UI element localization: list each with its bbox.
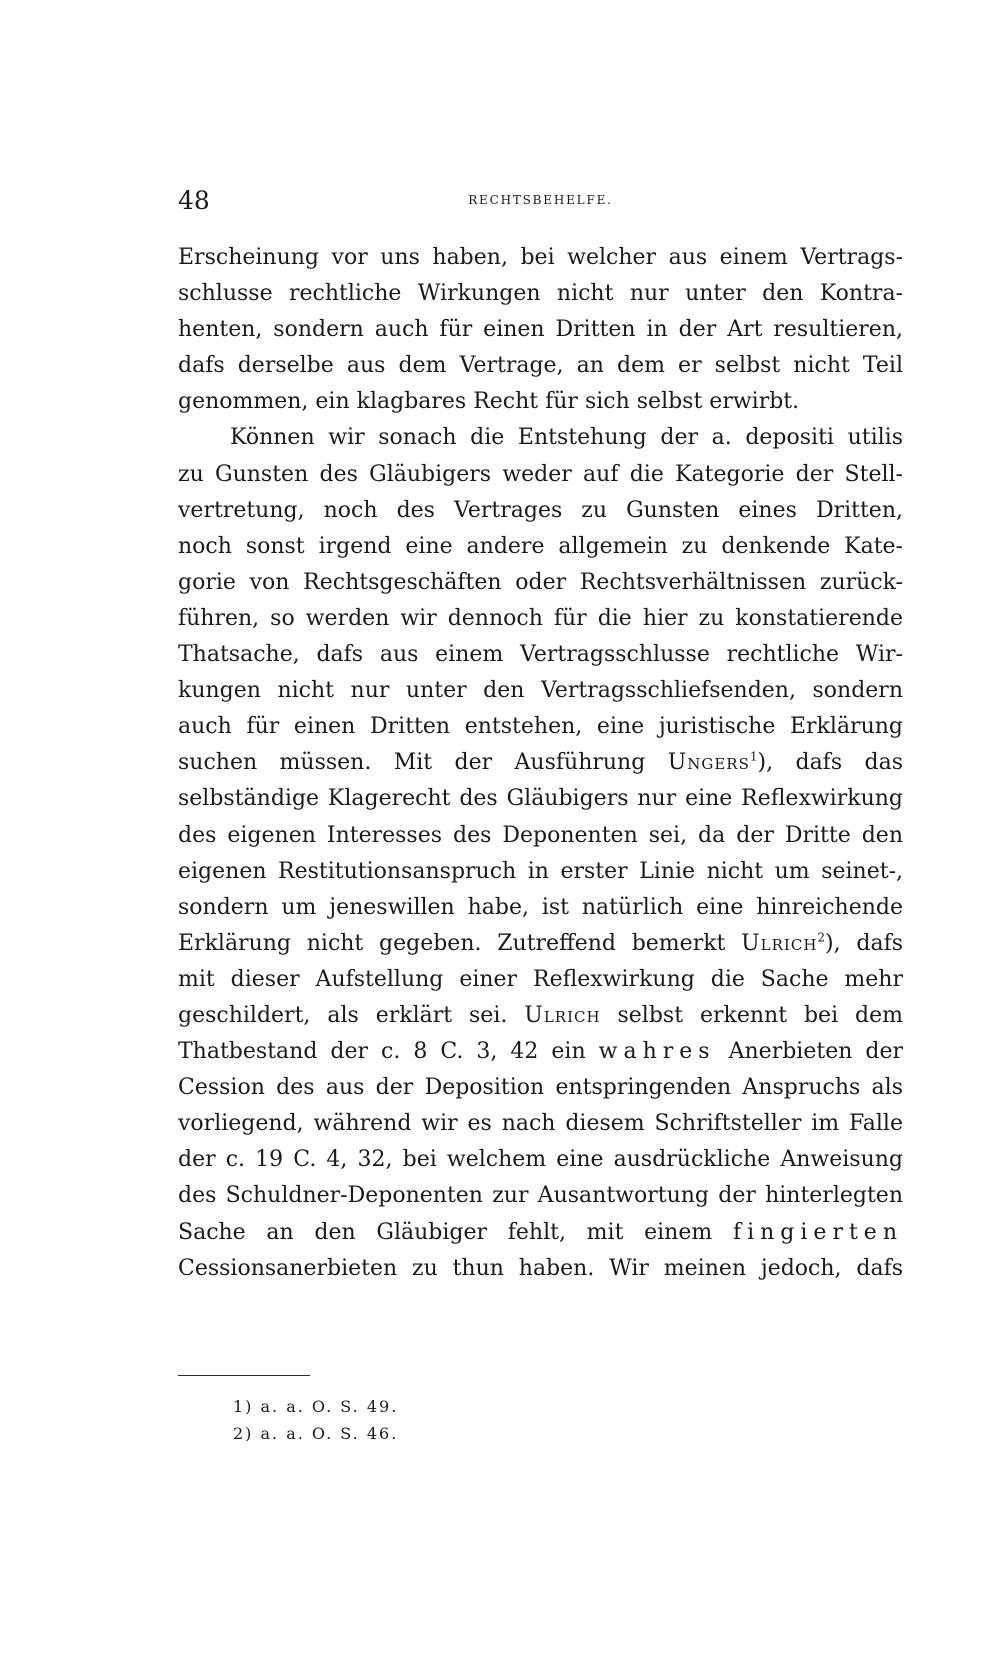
text-line: geschildert, als erklärt sei. Ulrich selbst erkennt bei dem — [178, 1002, 903, 1028]
text-line: kungen nicht nur unter den Vertragsschliefsenden, sondern — [178, 678, 903, 704]
footnote-ref-1: 1 — [749, 749, 758, 764]
text-line: sondern um jeneswillen habe, ist natürlich eine hinreichende — [178, 894, 903, 920]
page-number: 48 — [178, 186, 210, 215]
text-line: eigenen Restitutionsanspruch in erster Linie nicht um seinet-, — [178, 858, 903, 884]
text-line: Cessionsanerbieten zu thun haben. Wir meinen jedoch, dafs — [178, 1255, 903, 1281]
text-line: des Schuldner-Deponenten zur Ausantwortung der hinterlegten — [178, 1183, 903, 1209]
author-name-ungers: Ungers — [667, 750, 750, 776]
body-text — [178, 240, 903, 1287]
footnotes — [233, 1393, 398, 1447]
text-line: selbständige Klagerecht des Gläubigers nur eine Reflexwirkung — [178, 786, 903, 812]
text-line: führen, so werden wir dennoch für die hier zu konstatierende — [178, 605, 903, 631]
text-line: dafs derselbe aus dem Vertrage, an dem er selbst nicht Teil — [178, 353, 903, 379]
text-line: Erscheinung vor uns haben, bei welcher aus einem Vertrags- — [178, 245, 903, 270]
text-line: schlusse rechtliche Wirkungen nicht nur unter den Kontra- — [178, 281, 903, 307]
text-line: vorliegend, während wir es nach diesem Schriftsteller im Falle — [178, 1111, 903, 1137]
text-line: Sache an den Gläubiger fehlt, mit einem fingierten — [178, 1219, 903, 1245]
paragraph-start-line: Können wir sonach die Entstehung der a. depositi utilis — [230, 425, 903, 451]
text-line: henten, sondern auch für einen Dritten in der Art resultieren, — [178, 317, 903, 343]
text-line: auch für einen Dritten entstehen, eine juristische Erklärung — [178, 714, 903, 740]
text-line: noch sonst irgend eine andere allgemein zu denkende Kate- — [178, 533, 903, 559]
text-line: Thatbestand der c. 8 C. 3, 42 ein wahres Anerbieten der — [178, 1039, 904, 1065]
text-line: des eigenen Interesses des Deponenten sei, da der Dritte den — [178, 822, 903, 848]
page-header — [178, 186, 903, 216]
emphasized-word: wahres — [598, 1039, 716, 1065]
emphasized-word: fingierten — [732, 1219, 903, 1245]
footnote-1: 1) a. a. O. S. 49. — [233, 1397, 399, 1416]
text-line: vertretung, noch des Vertrages zu Gunsten eines Dritten, — [178, 497, 903, 523]
text-line: der c. 19 C. 4, 32, bei welchem eine ausdrückliche Anweisung — [178, 1147, 903, 1173]
running-head: RECHTSBEHELFE. — [468, 193, 613, 207]
text-line: mit dieser Aufstellung einer Reflexwirkung die Sache mehr — [178, 966, 903, 992]
footnote-ref-2: 2 — [817, 930, 826, 945]
paragraph-end-line: genommen, ein klagbares Recht für sich selbst erwirbt. — [178, 389, 800, 415]
author-name-ulrich: Ulrich — [741, 930, 818, 956]
text-line: gorie von Rechtsgeschäften oder Rechtsverhältnissen zurück- — [178, 569, 903, 595]
text-line-with-citation: Erklärung nicht gegeben. Zutreffend bemerkt Ulrich$^2$), dafs — [178, 930, 903, 956]
text-line: zu Gunsten des Gläubigers weder auf die Kategorie der Stell- — [178, 461, 903, 487]
author-name-ulrich: Ulrich — [524, 1002, 601, 1028]
footnote-2: 2) a. a. O. S. 46. — [233, 1424, 399, 1443]
footnote-divider — [178, 1375, 310, 1376]
text-line-with-citation: suchen müssen. Mit der Ausführung Ungers$^1$), dafs das — [178, 749, 904, 776]
text-line: Thatsache, dafs aus einem Vertragsschlusse rechtliche Wir- — [178, 642, 903, 668]
text-line: Cession des aus der Deposition entspringenden Anspruchs als — [178, 1075, 903, 1101]
